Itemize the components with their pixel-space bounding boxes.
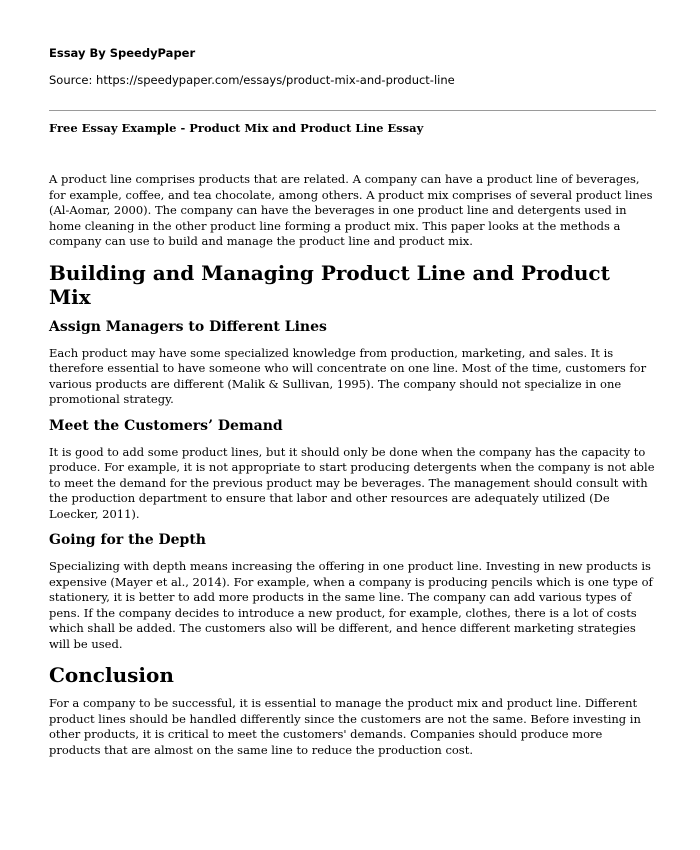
subsection-heading-depth: Going for the Depth bbox=[49, 532, 206, 548]
subsection-heading-demand: Meet the Customers’ Demand bbox=[49, 417, 283, 434]
essay-body bbox=[49, 172, 656, 758]
section-heading: Building and Managing Product Line and Product Mix bbox=[49, 260, 610, 309]
subsection-heading-managers: Assign Managers to Different Lines bbox=[49, 318, 327, 335]
demand-paragraph: It is good to add some product lines, but it should only be done when the company has the capacity to produce. For example, it is not appropriate to start producing detergents when the company is not able to meet the demand for the previous product may be beverages. The management should consult with the production department to ensure that labor and other resources are adequately utilized (De Loecker, 2011). bbox=[49, 444, 655, 521]
essay-title: Free Essay Example - Product Mix and Product Line Essay bbox=[49, 121, 424, 135]
depth-paragraph: Specializing with depth means increasing the offering in one product line. Investing in new products is expensive (Mayer et al., 2014). For example, when a company is producing pencils which is one type of stationery, it is better to add more products in the same line. The company can add various types of pens. If the company decides to introduce a new product, for example, clothes, there is a lot of costs which shall be added. The customers also will be different, and hence different marketing strategies will be used. bbox=[49, 559, 653, 651]
conclusion-paragraph: For a company to be successful, it is essential to manage the product mix and product line. Different product lines should be handled differently since the customers are not the same. Before investing in other products, it is critical to meet the customers' demands. Companies should produce more products that are almost on the same line to reduce the production cost. bbox=[49, 696, 641, 757]
conclusion-heading: Conclusion bbox=[49, 663, 174, 687]
managers-paragraph: Each product may have some specialized knowledge from production, marketing, and sales. It is therefore essential to have someone who will concentrate on one line. Most of the time, customers for various products are different (Malik & Sullivan, 1995). The company should not specialize in one promotional strategy. bbox=[49, 345, 647, 406]
intro-paragraph: A product line comprises products that are related. A company can have a product line of beverages, for example, coffee, and tea chocolate, among others. A product mix comprises of several product lines (Al-Aomar, 2000). The company can have the beverages in one product line and detergents used in home cleaning in the other product line forming a product mix. This paper looks at the methods a company can use to build and manage the product line and product mix. bbox=[49, 172, 653, 248]
header-divider bbox=[49, 110, 656, 111]
essay-brand: Essay By SpeedyPaper bbox=[49, 46, 196, 60]
essay-source: Source: https://speedypaper.com/essays/product-mix-and-product-line bbox=[49, 73, 455, 87]
